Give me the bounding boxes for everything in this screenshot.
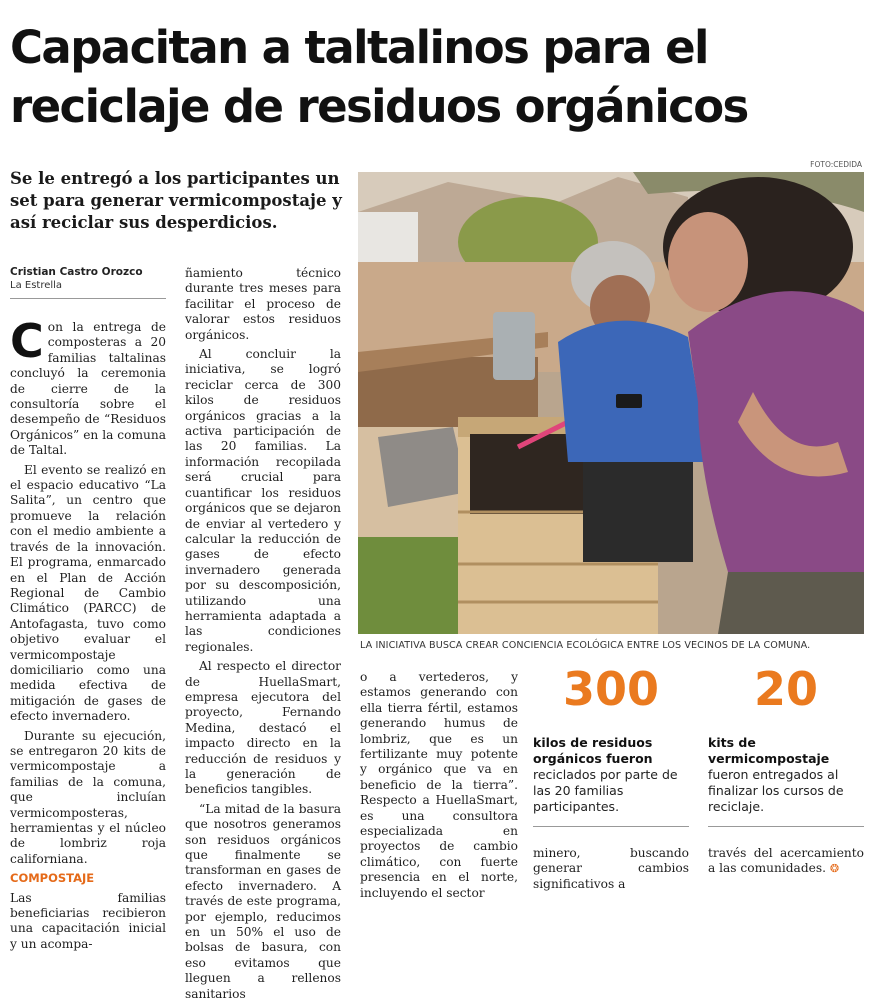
- article-column-2: [185, 266, 341, 1006]
- paragraph: Al respecto el director de HuellaSmart, empresa ejecutora del proyecto, Fernando Medina, destacó el impacto directo en la reducción de residuos y la generación de beneficios tangibles.: [185, 659, 341, 797]
- fact-number-300: 300: [562, 662, 660, 716]
- byline-author: Cristian Castro Orozco: [10, 266, 143, 278]
- paragraph: través del acercamiento a las comunidades.: [708, 846, 864, 876]
- headline: Capacitan a taltalinos para el reciclaje de residuos orgánicos: [10, 21, 748, 133]
- photo-credit: FOTO:CEDIDA: [810, 160, 862, 169]
- dek: Se le entregó a los participantes un set para generar vermicompostaje y así reciclar sus desperdicios.: [10, 169, 342, 232]
- end-mark-icon: ❂: [829, 862, 840, 876]
- paragraph: Durante su ejecución, se entregaron 20 kits de vermicompostaje a familias de la comuna, que incluían vermicomposteras, herramientas y el núcleo de lombriz roja californiana.: [10, 728, 166, 866]
- photo-caption: LA INICIATIVA BUSCA CREAR CONCIENCIA ECOLÓGICA ENTRE LOS VECINOS DE LA COMUNA.: [360, 640, 811, 651]
- composting-scene-illustration: [358, 172, 864, 634]
- paragraph: Al concluir la iniciativa, se logró reciclar cerca de 300 kilos de residuos orgánicos gracias a la activa participación de las 20 familias. La información recopilada será crucial para cuantificar los residuos orgánicos que se dejaron de enviar al vertedero y calcular la reducción de gases de efecto invernadero generada por su descomposición, utilizando una herramienta adaptada a las condiciones regionales.: [185, 347, 341, 654]
- fact-number-20: 20: [753, 662, 818, 716]
- fact-text: reciclados por parte de las 20 familias participantes.: [533, 767, 678, 814]
- paragraph: Las familias beneficiarias recibieron una capacitación inicial y un acompa-: [10, 890, 166, 951]
- paragraph: ñamiento técnico durante tres meses para facilitar el proceso de valorar estos residuos orgánicos.: [185, 266, 341, 342]
- paragraph: o a vertederos, y estamos generando con ella tierra fértil, estamos generando humus de lombriz, que es un fertilizante muy potente y orgánico que va en beneficio de la tierra”. Respecto a HuellaSmart, es una consultora especializada en proyectos de cambio climático, con fuerte presencia en el norte, incluyendo el sector: [360, 670, 518, 900]
- paragraph: on la entrega de composteras a 20 familias taltalinas concluyó la ceremonia de cierre de la consultoría sobre el desempeño de “Residuos Orgánicos” en la comuna de Taltal.: [10, 320, 166, 458]
- section-subhead: COMPOSTAJE: [10, 871, 95, 886]
- paragraph: minero, buscando generar cambios significativos a: [533, 846, 689, 891]
- byline-rule: [10, 298, 166, 299]
- article-photo: [358, 172, 864, 634]
- fact-box-2: [708, 735, 864, 815]
- fact-text: fueron entregados al finalizar los cursos de reciclaje.: [708, 767, 844, 814]
- article-column-4: [533, 846, 689, 896]
- fact-bold: kilos de residuos orgánicos fueron: [533, 735, 653, 766]
- article-column-3: [360, 670, 518, 905]
- fact-rule: [708, 826, 864, 827]
- fact-bold: kits de vermicompostaje: [708, 735, 830, 766]
- fact-rule: [533, 826, 689, 827]
- paragraph: “La mitad de la basura que nosotros generamos son residuos orgánicos que finalmente se transforman en gases de efecto invernadero. A través de este programa, por ejemplo, reducimos en un 50% el uso de bolsas de basura, con eso evitamos que lleguen a rellenos sanitarios: [185, 801, 341, 1001]
- article-column-1: [10, 314, 166, 956]
- fact-box-1: [533, 735, 689, 815]
- byline-outlet: La Estrella: [10, 280, 63, 291]
- dropcap: C: [10, 314, 44, 368]
- article-column-5: [708, 846, 864, 881]
- paragraph: El evento se realizó en el espacio educativo “La Salita”, un centro que promueve la relación con el medio ambiente a través de la innovación. El programa, enmarcado en el Plan de Acción Regional de Cambio Climático (PARCC) de Antofagasta, tuvo como objetivo evaluar el vermicompostaje domiciliario como una medida efectiva de mitigación de gases de efecto invernadero.: [10, 462, 166, 724]
